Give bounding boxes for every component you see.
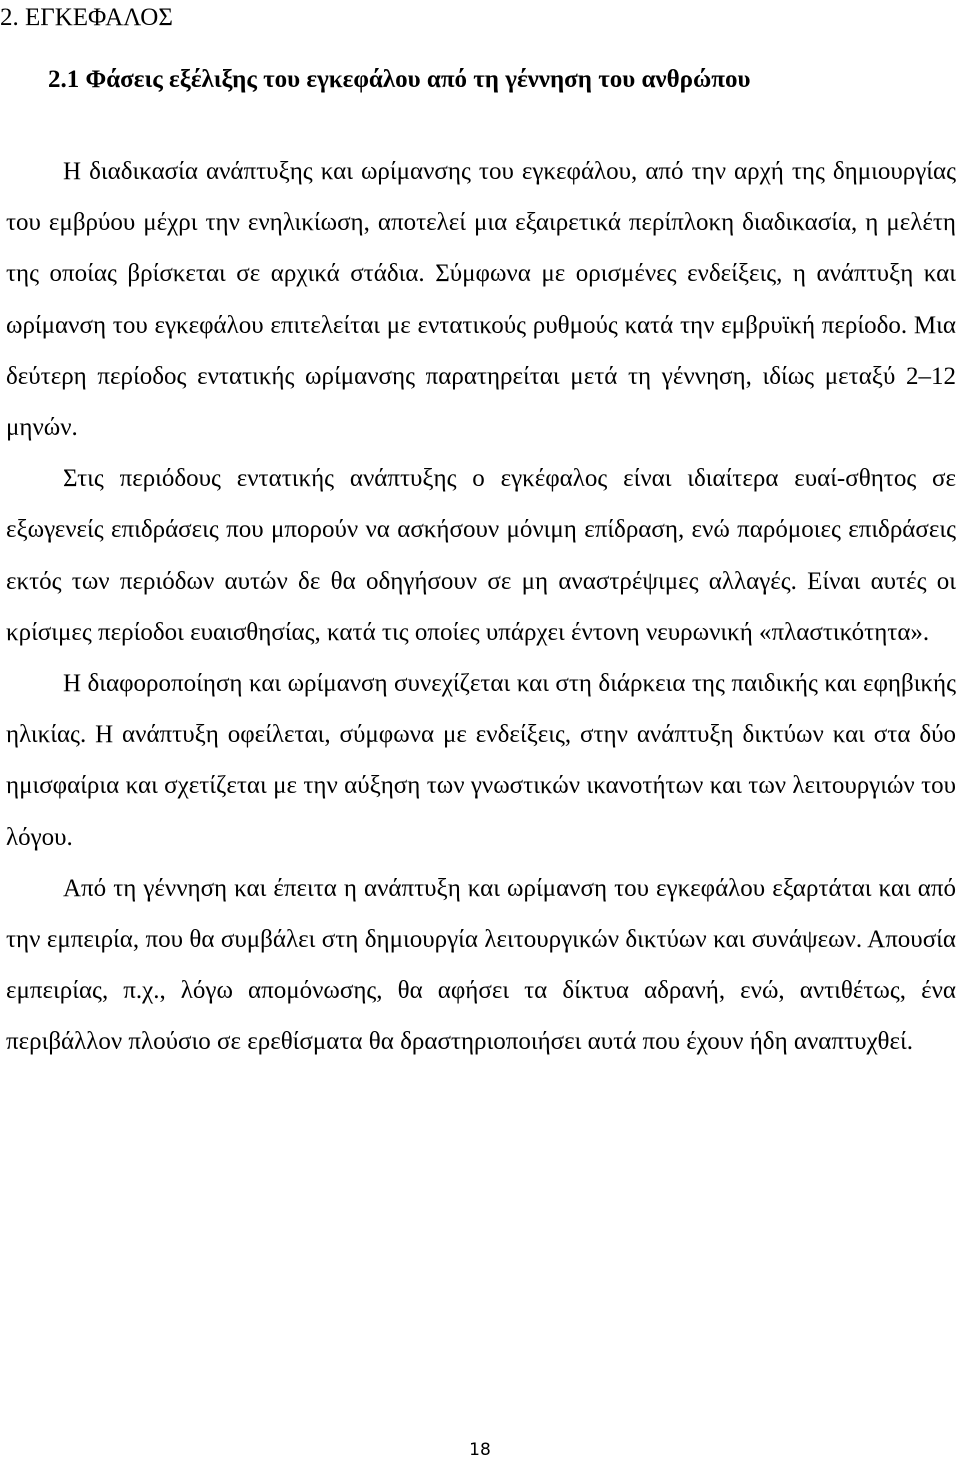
section-title: 2.1 Φάσεις εξέλιξης του εγκεφάλου από τη γέννηση του ανθρώπου xyxy=(48,66,751,93)
paragraph: Στις περιόδους εντατικής ανάπτυξης ο εγκέφαλος είναι ιδιαίτερα ευαί-σθητος σε εξωγενείς επιδράσεις που μπορούν να ασκήσουν μόνιμη επίδραση, ενώ παρόμοιες επιδράσεις εκτός των περιόδων αυτών δε θα οδηγήσουν σε μη αναστρέψιμες αλλαγές. Είναι αυτές οι κρίσιμες περίοδοι ευαισθησίας, κατά τις οποίες υπάρχει έντονη νευρωνική «πλαστικότητα». xyxy=(6,465,956,646)
paragraph: Η διαδικασία ανάπτυξης και ωρίμανσης του εγκεφάλου, από την αρχή της δημιουργίας του εμβρύου μέχρι την ενηλικίωση, αποτελεί μια εξαιρετικά περίπλοκη διαδικασία, η μελέτη της οποίας βρίσκεται σε αρχικά στάδια. Σύμφωνα με ορισμένες ενδείξεις, η ανάπτυξη και ωρίμανση του εγκεφάλου επιτελείται με εντατικούς ρυθμούς κατά την εμβρυϊκή περίοδο. Μια δεύτερη περίοδος εντατικής ωρίμανσης παρατηρείται μετά τη γέννηση, ιδίως μεταξύ 2–12 μηνών. xyxy=(6,158,956,442)
paragraph: Η διαφοροποίηση και ωρίμανση συνεχίζεται και στη διάρκεια της παιδικής και εφηβικής ηλικίας. Η ανάπτυξη οφείλεται, σύμφωνα με ενδείξεις, στην ανάπτυξη δικτύων και στα δύο ημισφαίρια και σχετίζεται με την αύξηση των γνωστικών ικανοτήτων και των λειτουργιών του λόγου. xyxy=(6,670,956,851)
page-number: 18 xyxy=(469,1440,491,1460)
chapter-title: 2. ΕΓΚΕΦΑΛΟΣ xyxy=(0,4,173,31)
paragraph: Από τη γέννηση και έπειτα η ανάπτυξη και ωρίμανση του εγκεφάλου εξαρτάται και από την εμπειρία, που θα συμβάλει στη δημιουργία λειτουργικών δικτύων και συνάψεων. Απουσία εμπειρίας, π.χ., λόγω απομόνωσης, θα αφήσει τα δίκτυα αδρανή, ενώ, αντιθέτως, ένα περιβάλλον πλούσιο σε ερεθίσματα θα δραστηριοποιήσει αυτά που έχουν ήδη αναπτυχθεί. xyxy=(6,874,956,1056)
body-text xyxy=(6,146,956,1068)
